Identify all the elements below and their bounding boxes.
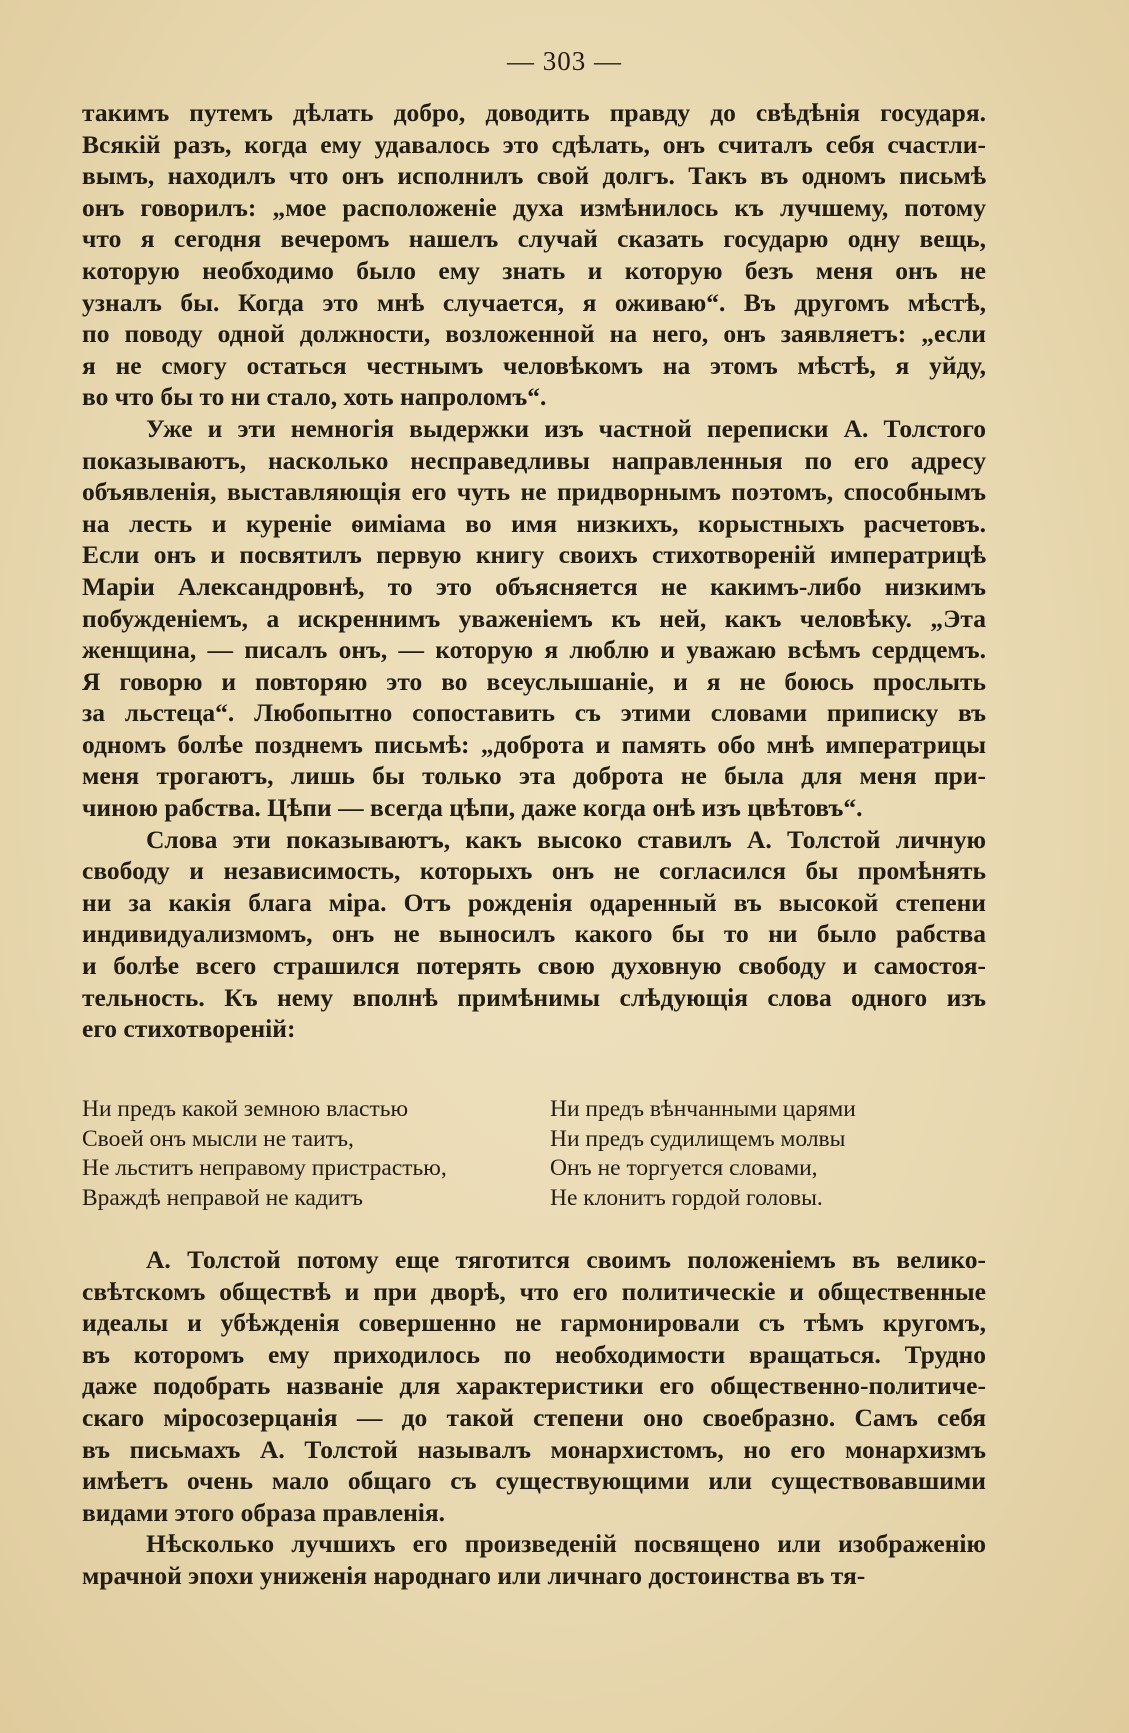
poem-line: Ни предъ какой земною властью (82, 1096, 409, 1122)
text-line: и болѣе всего страшился потерять свою духовную свободу и самостоя- (82, 951, 986, 981)
text-line: женщина, — писалъ онъ, — которую я люблю и уважаю всѣмъ сердцемъ. (82, 635, 986, 665)
text-line: Всякій разъ, когда ему удавалось это сдѣлать, онъ считалъ себя счастли- (82, 129, 986, 159)
poem-quote (82, 1095, 986, 1219)
poem-line: Своей онъ мысли не таитъ, (82, 1125, 354, 1152)
poem-line: Не льститъ неправому пристрастью, (82, 1155, 447, 1181)
poem-line: Враждѣ неправой не кадитъ (82, 1184, 363, 1211)
text-line: Уже и эти немногія выдержки изъ частной переписки А. Толстого (146, 413, 986, 443)
text-line: скаго міросозерцанія — до такой степени оно своебразно. Самъ себя (82, 1402, 986, 1432)
text-line: въ письмахъ А. Толстой называлъ монархистомъ, но его монархизмъ (82, 1434, 986, 1464)
poem-line: Ни предъ вѣнчанными царями (550, 1096, 856, 1122)
text-line: видами этого образа правленія. (82, 1497, 446, 1527)
text-line: побужденіемъ, а искреннимъ уваженіемъ къ ней, какъ человѣку. „Эта (82, 603, 986, 633)
text-line: которую необходимо было ему знать и которую безъ меня онъ не (82, 255, 986, 285)
text-line: одномъ болѣе позднемъ письмѣ: „доброта и память обо мнѣ императрицы (82, 729, 986, 759)
text-line: узналъ бы. Когда это мнѣ случается, я оживаю“. Въ другомъ мѣстѣ, (82, 287, 986, 317)
text-line: чиною рабства. Цѣпи — всегда цѣпи, даже когда онѣ изъ цвѣтовъ“. (82, 793, 863, 823)
text-line: Если онъ и посвятилъ первую книгу своихъ стихотвореній императрицѣ (82, 540, 986, 570)
text-line: вымъ, находилъ что онъ исполнилъ свой долгъ. Такъ въ одномъ письмѣ (82, 161, 986, 191)
text-line: показываютъ, насколько несправедливы направленныя по его адресу (82, 445, 986, 475)
text-line: такимъ путемъ дѣлать добро, доводить правду до свѣдѣнія государя. (82, 98, 986, 127)
text-line: меня трогаютъ, лишь бы только эта доброта не была для меня при- (82, 761, 986, 791)
paragraph (82, 1528, 986, 1591)
text-line: А. Толстой потому еще тяготится своимъ положеніемъ въ велико- (146, 1245, 986, 1274)
text-line: по поводу одной должности, возложенной на него, онъ заявляетъ: „если (82, 319, 986, 349)
poem-column-left (82, 1095, 447, 1213)
poem-column-right (550, 1095, 856, 1213)
text-line: Нѣсколько лучшихъ его произведеній посвящено или изображенію (146, 1529, 986, 1559)
text-line: на лесть и куреніе ѳиміама во имя низкихъ, корыстныхъ расчетовъ. (82, 508, 986, 538)
text-line: даже подобрать названіе для характеристики его общественно-политиче- (82, 1371, 986, 1401)
text-block-top (82, 97, 986, 1045)
text-line: Я говорю и повторяю это во всеуслышаніе, и я не боюсь прослыть (82, 666, 986, 696)
text-line: онъ говорилъ: „мое расположеніе духа измѣнилось къ лучшему, потому (82, 192, 986, 222)
text-line: я не смогу остаться честнымъ человѣкомъ на этомъ мѣстѣ, я уйду, (82, 350, 986, 380)
text-line: свѣтскомъ обществѣ и при дворѣ, что его политическіе и общественные (82, 1276, 986, 1306)
text-line: его стихотвореній: (82, 1014, 296, 1044)
text-line: Слова эти показываютъ, какъ высоко ставилъ А. Толстой личную (146, 824, 986, 854)
text-line: за льстеца“. Любопытно сопоставить съ этими словами приписку въ (82, 698, 986, 728)
poem-line: Онъ не торгуется словами, (550, 1155, 818, 1181)
text-line: Маріи Александровнѣ, то это объясняется не какимъ-либо низкимъ (82, 571, 986, 601)
text-line: индивидуализмомъ, онъ не выносилъ какого бы то ни было рабства (82, 919, 986, 949)
text-line: что я сегодня вечеромъ нашелъ случай сказать государю одну вещь, (82, 224, 986, 254)
text-line: идеалы и убѣжденія совершенно не гармонировали съ тѣмъ кругомъ, (82, 1308, 986, 1338)
paragraph (82, 824, 986, 1045)
text-line: тельность. Къ нему вполнѣ примѣнимы слѣдующія слова одного изъ (82, 982, 986, 1012)
poem-line: Ни предъ судилищемъ молвы (550, 1125, 846, 1152)
paragraph (82, 1244, 986, 1528)
text-line: мрачной эпохи униженія народнаго или личнаго достоинства въ тя- (82, 1560, 866, 1590)
text-line: ни за какія блага міра. Отъ рожденія одаренный въ высокой степени (82, 887, 986, 917)
page-number: — 303 — (507, 46, 622, 76)
paragraph (82, 97, 986, 413)
paragraph (82, 413, 986, 824)
text-line: объявленія, выставляющія его чуть не придворнымъ поэтомъ, способнымъ (82, 477, 986, 507)
text-block-bottom (82, 1244, 986, 1592)
poem-line: Не клонитъ гордой головы. (550, 1184, 823, 1211)
text-line: имѣетъ очень мало общаго съ существующими или существовавшими (82, 1466, 986, 1496)
text-line: свободу и независимость, которыхъ онъ не согласился бы промѣнять (82, 856, 986, 886)
text-line: въ которомъ ему приходилось по необходимости вращаться. Трудно (82, 1339, 986, 1369)
text-line: во что бы то ни стало, хоть напроломъ“. (82, 382, 547, 412)
